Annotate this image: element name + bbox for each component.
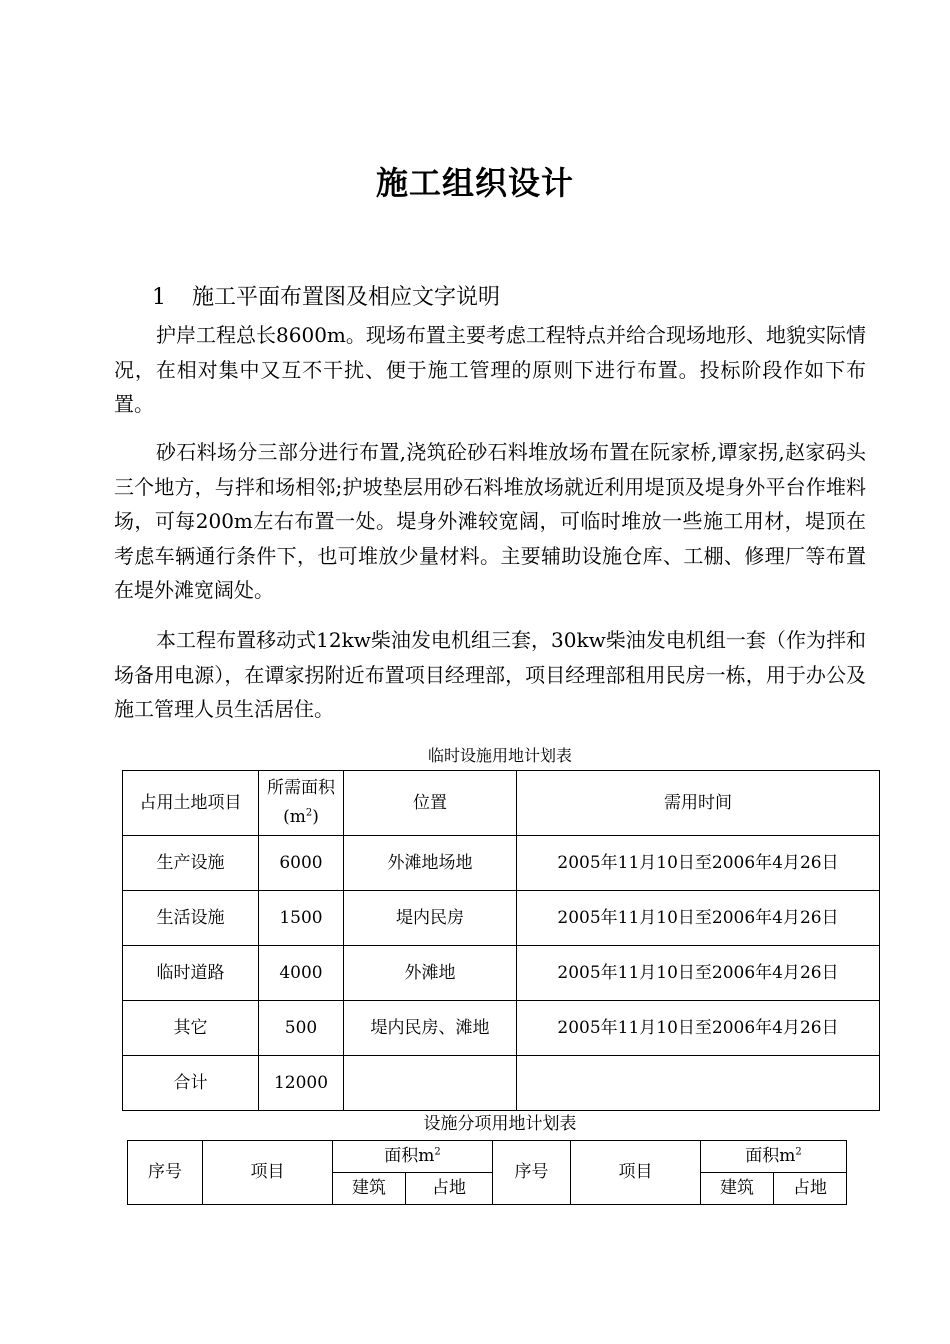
cell-location: 堤内民房 (344, 891, 517, 946)
cell-location (344, 1056, 517, 1111)
header-item: 占用土地项目 (123, 771, 259, 836)
table-row (123, 1001, 880, 1056)
header-area: 所需面积$(m^2)$ (259, 771, 344, 836)
cell-location: 堤内民房、滩地 (344, 1001, 517, 1056)
paragraph-1: 护岸工程总长8600m。现场布置主要考虑工程特点并给合现场地形、地貌实际情况，在相对集中又互不干扰、便于施工管理的原则下进行布置。投标阶段作如下布置。 (114, 323, 866, 416)
cell-item: 生产设施 (123, 836, 259, 891)
section-title: 施工平面布置图及相应文字说明 (192, 285, 501, 310)
header-build: 建筑 (333, 1173, 406, 1205)
cell-area: 1500 (259, 891, 344, 946)
table-row (123, 836, 880, 891)
header-area: 面积$m^2$ (333, 1141, 493, 1173)
cell-item: 生活设施 (123, 891, 259, 946)
header-area: 面积$m^2$ (701, 1141, 847, 1173)
header-seq: 序号 (128, 1141, 203, 1205)
paragraph-2: 砂石料场分三部分进行布置,浇筑砼砂石料堆放场布置在阮家桥,谭家拐,赵家码头三个地方，与拌和场相邻;护坡垫层用砂石料堆放场就近利用堤顶及堤身外平台作堆料场，可每200m左右布置一处。堤身外滩较宽阔，可临时堆放一些施工用材，堤顶在考虑车辆通行条件下，也可堆放少量材料。主要辅助设施仓库、工棚、修理厂等布置在堤外滩宽阔处。 (114, 440, 866, 602)
header-occupy: 占地 (774, 1173, 847, 1205)
header-occupy: 占地 (406, 1173, 493, 1205)
header-location: 位置 (344, 771, 517, 836)
cell-area: 4000 (259, 946, 344, 1001)
paragraph-3: 本工程布置移动式12kw柴油发电机组三套，30kw柴油发电机组一套（作为拌和场备用电源），在谭家拐附近布置项目经理部，项目经理部租用民房一栋，用于办公及施工管理人员生活居住。 (114, 628, 866, 721)
table-row (123, 946, 880, 1001)
header-time: 需用时间 (517, 771, 880, 836)
cell-time (517, 1056, 880, 1111)
cell-item: 其它 (123, 1001, 259, 1056)
cell-item: 临时道路 (123, 946, 259, 1001)
cell-time: 2005年11月10日至2006年4月26日 (517, 891, 880, 946)
header-project: 项目 (571, 1141, 701, 1205)
cell-time: 2005年11月10日至2006年4月26日 (517, 946, 880, 1001)
header-seq: 序号 (493, 1141, 571, 1205)
table-header-row (123, 771, 880, 836)
cell-item: 合计 (123, 1056, 259, 1111)
cell-area: 500 (259, 1001, 344, 1056)
cell-location: 外滩地场地 (344, 836, 517, 891)
table-row-total (123, 1056, 880, 1111)
cell-area: 12000 (259, 1056, 344, 1111)
table-header-row (128, 1141, 847, 1173)
header-build: 建筑 (701, 1173, 774, 1205)
table-row (123, 891, 880, 946)
cell-area: 6000 (259, 836, 344, 891)
cell-location: 外滩地 (344, 946, 517, 1001)
section-heading (152, 280, 500, 311)
table1-caption: 临时设施用地计划表 (427, 746, 572, 765)
cell-time: 2005年11月10日至2006年4月26日 (517, 1001, 880, 1056)
facility-breakdown-table (127, 1140, 847, 1205)
section-number: 1 (152, 285, 166, 310)
page-title: 施工组织设计 (375, 164, 574, 202)
temporary-facilities-table (122, 770, 880, 1111)
table2-caption: 设施分项用地计划表 (423, 1114, 577, 1134)
cell-time: 2005年11月10日至2006年4月26日 (517, 836, 880, 891)
header-project: 项目 (203, 1141, 333, 1205)
